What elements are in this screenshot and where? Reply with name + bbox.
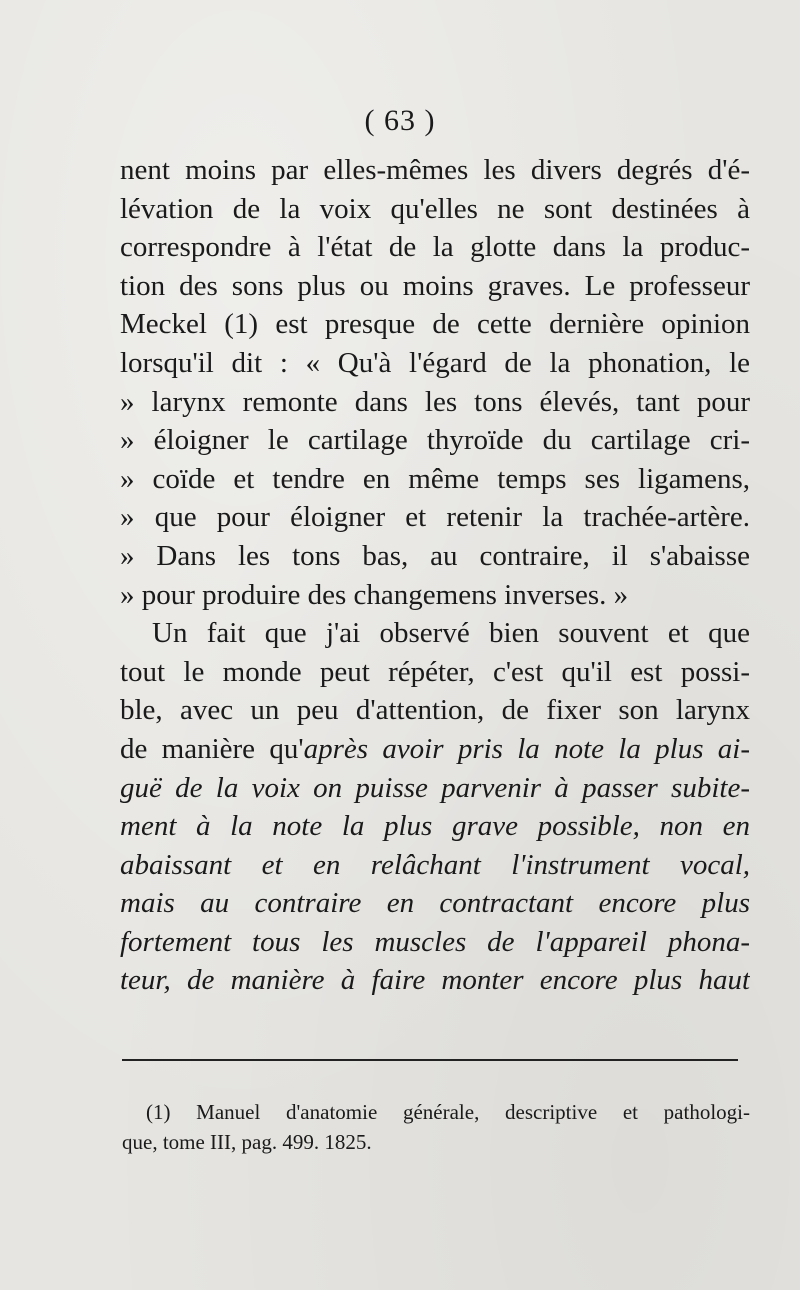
footnote xyxy=(122,1097,750,1157)
quote-line: » Dans les tons bas, au contraire, il s'abaisse xyxy=(120,539,750,572)
italic-line: ment à la note la plus grave possible, non en xyxy=(120,810,750,843)
italic-line: mais au contraire en contractant encore plus xyxy=(120,887,750,920)
text-line: lorsqu'il dit : « Qu'à l'égard de la phonation, le xyxy=(120,346,750,379)
italic-line: teur, de manière à faire monter encore plus haut xyxy=(120,964,750,997)
text-line: Meckel (1) est presque de cette dernière opinion xyxy=(120,308,750,341)
italic-line: fortement tous les muscles de l'appareil phona- xyxy=(120,925,750,958)
mixed-line-roman: de manière qu' xyxy=(120,732,304,765)
quote-line: » coïde et tendre en même temps ses ligamens, xyxy=(120,462,750,495)
text-line: correspondre à l'état de la glotte dans la produc- xyxy=(120,231,750,264)
quote-line: » larynx remonte dans les tons élevés, tant pour xyxy=(120,385,750,418)
mixed-line-italic: après avoir pris la note la plus ai- xyxy=(303,732,750,765)
page-number: ( 63 ) xyxy=(364,104,436,137)
text-line: lévation de la voix qu'elles ne sont destinées à xyxy=(120,192,750,225)
quote-line: » pour produire des changemens inverses. » xyxy=(120,578,629,611)
italic-line: abaissant et en relâchant l'instrument vocal, xyxy=(120,848,750,881)
italic-line: guë de la voix on puisse parvenir à passer subite- xyxy=(120,771,750,804)
text-line: tion des sons plus ou moins graves. Le professeur xyxy=(120,269,750,302)
quote-line: » que pour éloigner et retenir la trachée-artère. xyxy=(120,501,750,534)
text-line: ble, avec un peu d'attention, de fixer son larynx xyxy=(120,694,750,727)
body-text xyxy=(120,151,750,1000)
footnote-line: que, tome III, pag. 499. 1825. xyxy=(122,1130,372,1154)
text-line: tout le monde peut répéter, c'est qu'il est possi- xyxy=(120,655,750,688)
text-line: nent moins par elles-mêmes les divers degrés d'é- xyxy=(120,154,750,186)
footnote-rule xyxy=(122,1059,738,1061)
paragraph-first-line: Un fait que j'ai observé bien souvent et que xyxy=(152,617,750,650)
quote-line: » éloigner le cartilage thyroïde du cartilage cri- xyxy=(120,424,750,457)
mixed-line xyxy=(120,730,750,769)
footnote-line: (1) Manuel d'anatomie générale, descriptive et pathologi- xyxy=(146,1100,750,1124)
